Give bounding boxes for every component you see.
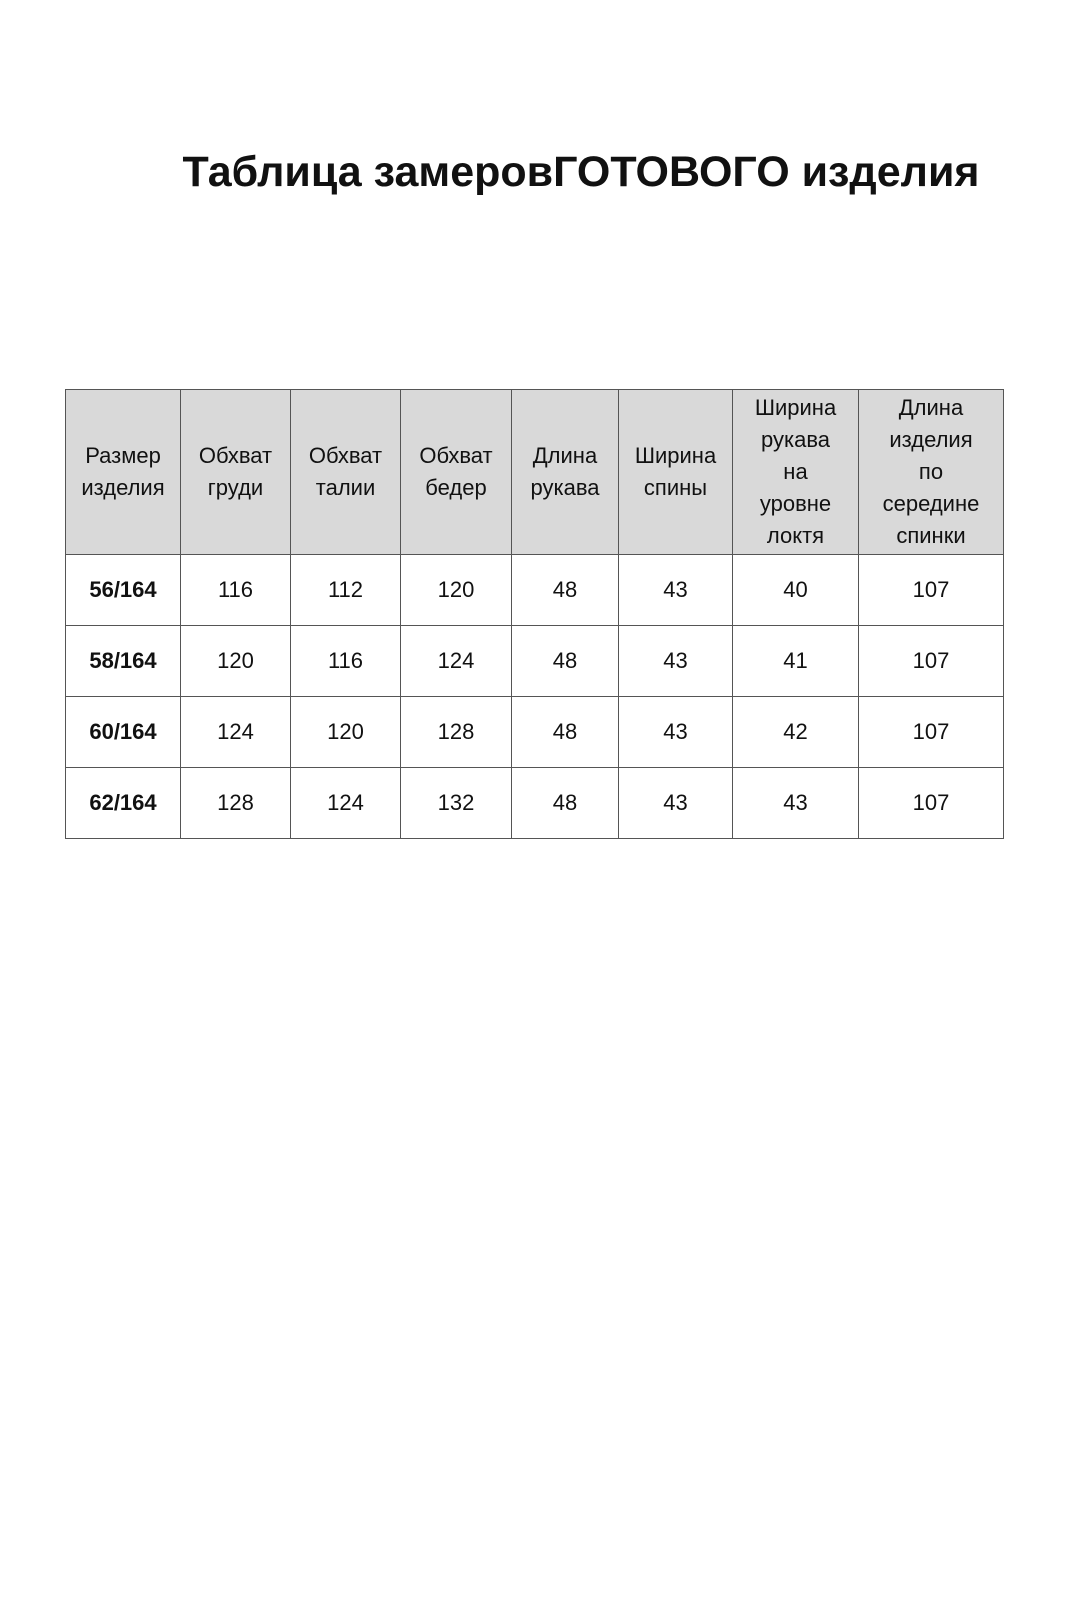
table-cell: 43 <box>619 555 733 626</box>
table-cell: 40 <box>733 555 859 626</box>
header-sleeve-width-elbow: Ширина рукава на уровне локтя <box>733 390 859 555</box>
table-cell: 120 <box>401 555 512 626</box>
header-size: Размер изделия <box>66 390 181 555</box>
table-cell: 107 <box>859 555 1004 626</box>
table-cell: 128 <box>401 697 512 768</box>
size-chart-table <box>65 389 1004 839</box>
table-row <box>66 555 1004 626</box>
table-row <box>66 768 1004 839</box>
size-cell: 58/164 <box>66 626 181 697</box>
table-cell: 48 <box>512 697 619 768</box>
header-waist-girth: Обхват талии <box>291 390 401 555</box>
table-cell: 128 <box>181 768 291 839</box>
table-cell: 120 <box>181 626 291 697</box>
table-cell: 112 <box>291 555 401 626</box>
table-cell: 107 <box>859 626 1004 697</box>
table-cell: 43 <box>619 768 733 839</box>
table-cell: 124 <box>181 697 291 768</box>
size-cell: 60/164 <box>66 697 181 768</box>
document-title: Таблица замеровГОТОВОГО изделия <box>182 148 980 196</box>
table-cell: 43 <box>619 626 733 697</box>
table-cell: 116 <box>181 555 291 626</box>
size-cell: 62/164 <box>66 768 181 839</box>
table-cell: 120 <box>291 697 401 768</box>
table-cell: 48 <box>512 768 619 839</box>
table-row <box>66 697 1004 768</box>
header-sleeve-length: Длина рукава <box>512 390 619 555</box>
table-row <box>66 626 1004 697</box>
table-cell: 42 <box>733 697 859 768</box>
table-header-row <box>66 390 1004 555</box>
table-cell: 107 <box>859 697 1004 768</box>
header-back-width: Ширина спины <box>619 390 733 555</box>
table-cell: 43 <box>733 768 859 839</box>
table-cell: 48 <box>512 626 619 697</box>
table-cell: 107 <box>859 768 1004 839</box>
table-cell: 43 <box>619 697 733 768</box>
header-hip-girth: Обхват бедер <box>401 390 512 555</box>
size-cell: 56/164 <box>66 555 181 626</box>
table-cell: 124 <box>291 768 401 839</box>
header-back-length: Длина изделия по середине спинки <box>859 390 1004 555</box>
table-cell: 48 <box>512 555 619 626</box>
table-cell: 116 <box>291 626 401 697</box>
table-cell: 124 <box>401 626 512 697</box>
table-cell: 132 <box>401 768 512 839</box>
table-cell: 41 <box>733 626 859 697</box>
header-chest-girth: Обхват груди <box>181 390 291 555</box>
